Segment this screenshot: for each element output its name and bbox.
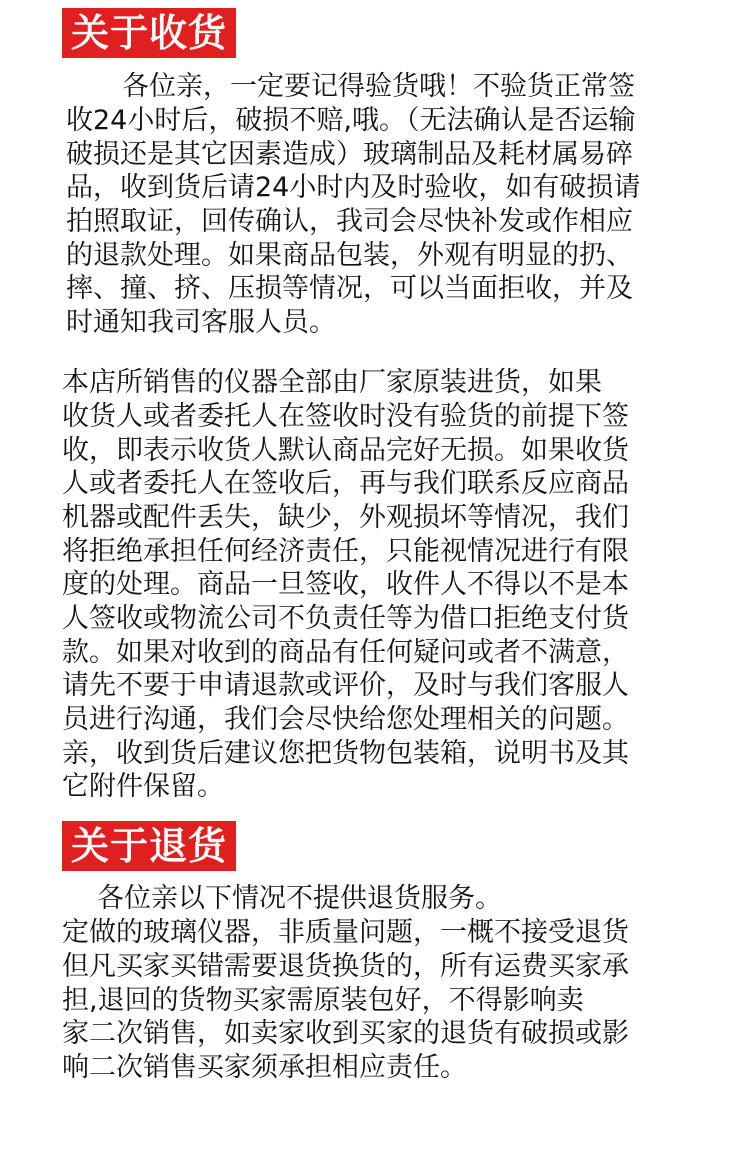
- text-line: 品，收到货后请24小时内及时验收，如有破损请: [66, 172, 641, 203]
- text-line: 员进行沟通，我们会尽快给您处理相关的问题。: [62, 704, 629, 735]
- text-line: 家二次销售，如卖家收到买家的退货有破损或影: [62, 1018, 629, 1049]
- text-line: 人签收或物流公司不负责任等为借口拒绝支付货: [62, 603, 629, 634]
- text-line: 收货人或者委托人在签收时没有验货的前提下签: [62, 401, 629, 432]
- text-line: 摔、撞、挤、压损等情况，可以当面拒收，并及: [66, 273, 633, 304]
- text-line: 响二次销售买家须承担相应责任。: [62, 1052, 467, 1083]
- text-line: 但凡买家买错需要退货换货的，所有运费买家承: [62, 951, 629, 982]
- text-line: 各位亲以下情况不提供退货服务。: [97, 883, 502, 914]
- text-line: 各位亲，一定要记得验货哦！不验货正常签: [122, 71, 635, 102]
- text-line: 它附件保留。: [62, 771, 224, 802]
- text-line: 定做的玻璃仪器，非质量问题，一概不接受退货: [62, 917, 629, 948]
- text-line: 度的处理。商品一旦签收，收件人不得以不是本: [62, 569, 629, 600]
- text-line: 请先不要于申请退款或评价，及时与我们客服人: [62, 670, 629, 701]
- text-line: 本店所销售的仪器全部由厂家原装进货，如果: [62, 367, 602, 398]
- text-line: 将拒绝承担任何经济责任，只能视情况进行有限: [62, 536, 629, 567]
- text-line: 时通知我司客服人员。: [66, 307, 336, 338]
- text-line: 款。如果对收到的商品有任何疑问或者不满意，: [62, 637, 629, 668]
- section-heading-receiving: 关于收货: [62, 8, 236, 58]
- text-line: 拍照取证，回传确认，我司会尽快补发或作相应: [66, 206, 633, 237]
- text-line: 收24小时后，破损不赔,哦。（无法确认是否运输: [66, 105, 636, 136]
- text-line: 机器或配件丢失，缺少，外观损坏等情况，我们: [62, 502, 629, 533]
- text-line: 担,退回的货物买家需原装包好，不得影响卖: [62, 985, 584, 1016]
- text-line: 亲，收到货后建议您把货物包装箱，说明书及其: [62, 738, 629, 769]
- text-line: 人或者委托人在签收后，再与我们联系反应商品: [62, 468, 629, 499]
- text-line: 破损还是其它因素造成）玻璃制品及耗材属易碎: [66, 139, 633, 170]
- text-line: 收，即表示收货人默认商品完好无损。如果收货: [62, 435, 629, 466]
- section-heading-returns: 关于退货: [62, 821, 236, 871]
- text-line: 的退款处理。如果商品包装，外观有明显的扔、: [66, 240, 633, 271]
